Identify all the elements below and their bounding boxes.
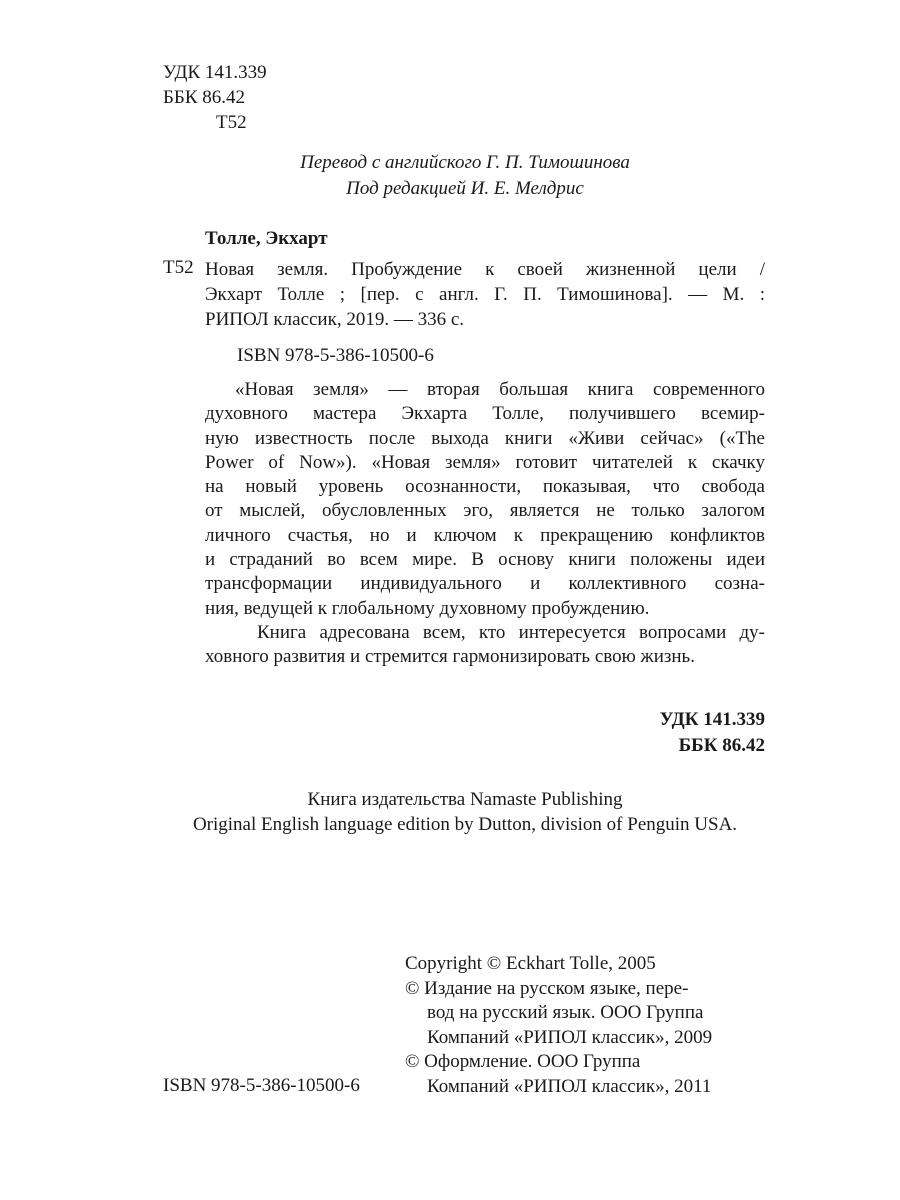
biblio-line: РИПОЛ классик, 2019. — 336 с.	[205, 309, 465, 330]
copyright-line: вод на русский язык. ООО Группа	[427, 1002, 704, 1023]
copyright-line: © Оформление. ООО Группа	[405, 1051, 641, 1072]
abstract-line: ния, ведущей к глобальному духовному пробуждению.	[205, 597, 650, 619]
publisher-line: Книга издательства Namaste Publishing	[307, 789, 623, 810]
author-mark: Т52	[216, 112, 247, 133]
abstract-line: трансформации индивидуального и коллективного созна-	[205, 573, 765, 595]
record-isbn: ISBN 978-5-386-10500-6	[237, 345, 434, 366]
translation-credits	[0, 150, 900, 202]
abstract-line: от мыслей, обусловленных эго, является не только залогом	[205, 500, 765, 522]
copyright-line: Компаний «РИПОЛ классик», 2011	[427, 1075, 712, 1097]
editor-line: Под редакцией И. Е. Мелдрис	[346, 178, 584, 199]
classification-codes	[163, 60, 267, 135]
bottom-isbn: ISBN 978-5-386-10500-6	[163, 1075, 360, 1096]
copyright-line: © Издание на русском языке, пере-	[405, 977, 689, 999]
abstract-line: ховного развития и стремится гармонизировать свою жизнь.	[205, 646, 695, 668]
udk-code: УДК 141.339	[163, 62, 267, 83]
abstract-line: духовного мастера Экхарта Толле, получившего всемир-	[205, 403, 765, 425]
edition-line: Original English language edition by Dutton, division of Penguin USA.	[192, 814, 738, 835]
biblio-line: Новая земля. Пробуждение к своей жизненной цели /	[205, 259, 765, 280]
copyright-line: Компаний «РИПОЛ классик», 2009	[427, 1026, 713, 1048]
abstract-line: Книга адресована всем, кто интересуется вопросами ду-	[257, 621, 765, 643]
copyright-block	[405, 952, 712, 1099]
udk-code-right: УДК 141.339	[659, 709, 765, 730]
publisher-info	[0, 787, 900, 837]
classification-codes-right	[660, 707, 765, 759]
abstract-line: Power of Now»). «Новая земля» готовит читателей к скачку	[205, 451, 765, 473]
author-heading: Толле, Экхарт	[205, 228, 328, 249]
abstract-line: на новый уровень осознанности, показывая, что свобода	[205, 476, 765, 498]
abstract-line: ную известность после выхода книги «Живи сейчас» («The	[205, 427, 765, 449]
record-author-mark: Т52	[163, 257, 194, 278]
translator-line: Перевод с английского Г. П. Тимошинова	[300, 152, 630, 173]
abstract-line: и страданий во всем мире. В основу книги положены идеи	[205, 549, 765, 571]
bbk-code: ББК 86.42	[163, 87, 245, 108]
abstract-line: «Новая земля» — вторая большая книга современного	[235, 379, 765, 400]
abstract-line: личного счастья, но и ключом к прекращению конфликтов	[205, 524, 765, 546]
biblio-line: Экхарт Толле ; [пер. с англ. Г. П. Тимошинова]. — М. :	[205, 284, 765, 305]
abstract	[205, 378, 765, 670]
copyright-line: Copyright © Eckhart Tolle, 2005	[405, 953, 656, 974]
bibliographic-description	[205, 257, 765, 332]
bbk-code-right: ББК 86.42	[678, 735, 765, 756]
